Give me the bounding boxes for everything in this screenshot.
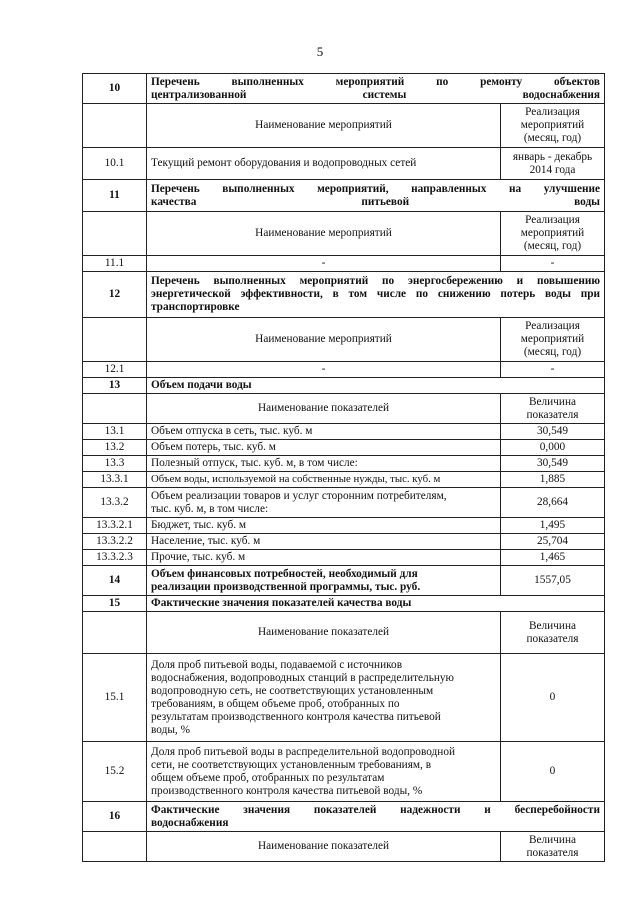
- section-10-header: [83, 74, 605, 104]
- row-value: 0,000: [501, 440, 605, 456]
- section-11-header: [83, 180, 605, 212]
- table-row: [83, 440, 605, 456]
- column-header-name: Наименование показателей: [147, 832, 501, 862]
- column-header-period: Реализация мероприятий (месяц, год): [501, 318, 605, 362]
- section-12-header: [83, 272, 605, 318]
- section-title: Фактические значения показателей качества воды: [147, 596, 605, 612]
- section-title: Перечень выполненных мероприятий по энергосбережению и повышению энергетической эффективности, в том числе по снижению потерь воды при транспортировке: [147, 272, 605, 318]
- table-row: [83, 534, 605, 550]
- column-header-row: [83, 212, 605, 256]
- column-header-row: [83, 104, 605, 148]
- table-row: [83, 488, 605, 518]
- page-number: 5: [316, 44, 324, 59]
- column-header-name: Наименование показателей: [147, 394, 501, 424]
- section-number: 11: [83, 180, 147, 212]
- row-period: -: [501, 256, 605, 272]
- column-header-value: Величина показателя: [501, 832, 605, 862]
- row-value: 0: [501, 742, 605, 802]
- column-header-name: Наименование показателей: [147, 612, 501, 654]
- row-value: 1,465: [501, 550, 605, 566]
- table-row: [83, 148, 605, 180]
- column-header-value: Величина показателя: [501, 394, 605, 424]
- section-title: Объем подачи воды: [147, 378, 605, 394]
- row-name: Доля проб питьевой воды в распределительной водопроводной сети, не соответствующих установленным требованиям, в общем объеме проб, отобранных по результатам производственного контроля качества питьевой воды, %: [147, 742, 501, 802]
- section-number: 12: [83, 272, 147, 318]
- section-number: 14: [83, 566, 147, 596]
- section-title: Перечень выполненных мероприятий по ремонту объектов централизованной системы водоснабжения: [147, 74, 605, 104]
- table-row: [83, 472, 605, 488]
- column-header-row: [83, 612, 605, 654]
- section-title: Перечень выполненных мероприятий, направленных на улучшение качества питьевой воды: [147, 180, 605, 212]
- row-number: 13.3.2.3: [83, 550, 147, 566]
- row-value: 1,495: [501, 518, 605, 534]
- row-number: 10.1: [83, 148, 147, 180]
- row-period: -: [501, 362, 605, 378]
- section-number: 10: [83, 74, 147, 104]
- section-title: Фактические значения показателей надежности и бесперебойности водоснабжения: [147, 802, 605, 832]
- row-number: 13.3.2.2: [83, 534, 147, 550]
- row-name: Бюджет, тыс. куб. м: [147, 518, 501, 534]
- row-name: Объем реализации товаров и услуг сторонним потребителям, тыс. куб. м, в том числе:: [147, 488, 501, 518]
- column-header-name: Наименование мероприятий: [147, 212, 501, 256]
- column-header-row: [83, 394, 605, 424]
- row-name: Объем отпуска в сеть, тыс. куб. м: [147, 424, 501, 440]
- column-header-value: Величина показателя: [501, 612, 605, 654]
- table-row: [83, 518, 605, 534]
- row-value: 1,885: [501, 472, 605, 488]
- row-number: 13.3.2.1: [83, 518, 147, 534]
- row-value: 25,704: [501, 534, 605, 550]
- table-row: [83, 550, 605, 566]
- row-value: 30,549: [501, 424, 605, 440]
- row-value: 0: [501, 654, 605, 742]
- row-name: Полезный отпуск, тыс. куб. м, в том числе:: [147, 456, 501, 472]
- table-row: [83, 456, 605, 472]
- row-name: Объем потерь, тыс. куб. м: [147, 440, 501, 456]
- table-row: [83, 256, 605, 272]
- section-number: 15: [83, 596, 147, 612]
- row-number: 13.3.1: [83, 472, 147, 488]
- row-number: 13.1: [83, 424, 147, 440]
- column-header-period: Реализация мероприятий (месяц, год): [501, 212, 605, 256]
- row-name: -: [147, 362, 501, 378]
- column-header-row: [83, 318, 605, 362]
- row-value: 1557,05: [501, 566, 605, 596]
- row-number: 13.3.2: [83, 488, 147, 518]
- row-name: Текущий ремонт оборудования и водопроводных сетей: [147, 148, 501, 180]
- section-title: Объем финансовых потребностей, необходимый для реализации производственной программы, тыс. руб.: [147, 566, 501, 596]
- column-header-name: Наименование мероприятий: [147, 104, 501, 148]
- table-row: [83, 424, 605, 440]
- row-number: 11.1: [83, 256, 147, 272]
- row-value: 30,549: [501, 456, 605, 472]
- row-name: -: [147, 256, 501, 272]
- section-15-header: [83, 596, 605, 612]
- row-period: январь - декабрь 2014 года: [501, 148, 605, 180]
- table-row: [83, 654, 605, 742]
- row-number: 13.2: [83, 440, 147, 456]
- section-13-header: [83, 378, 605, 394]
- section-16-header: [83, 802, 605, 832]
- row-name: Население, тыс. куб. м: [147, 534, 501, 550]
- column-header-row: [83, 832, 605, 862]
- row-number: 15.1: [83, 654, 147, 742]
- section-14-header: [83, 566, 605, 596]
- row-name: Доля проб питьевой воды, подаваемой с источников водоснабжения, водопроводных станций в распределительную водопроводную сеть, не соответствующих установленным требованиям, в общем объеме проб, отобранных по результатам производственного контроля качества питьевой воды, %: [147, 654, 501, 742]
- section-number: 16: [83, 802, 147, 832]
- table-row: [83, 742, 605, 802]
- row-number: 12.1: [83, 362, 147, 378]
- table-row: [83, 362, 605, 378]
- column-header-period: Реализация мероприятий (месяц, год): [501, 104, 605, 148]
- section-number: 13: [83, 378, 147, 394]
- row-number: 13.3: [83, 456, 147, 472]
- program-table: [82, 73, 605, 862]
- row-value: 28,664: [501, 488, 605, 518]
- row-name: Объем воды, используемой на собственные нужды, тыс. куб. м: [147, 472, 501, 488]
- column-header-name: Наименование мероприятий: [147, 318, 501, 362]
- row-name: Прочие, тыс. куб. м: [147, 550, 501, 566]
- row-number: 15.2: [83, 742, 147, 802]
